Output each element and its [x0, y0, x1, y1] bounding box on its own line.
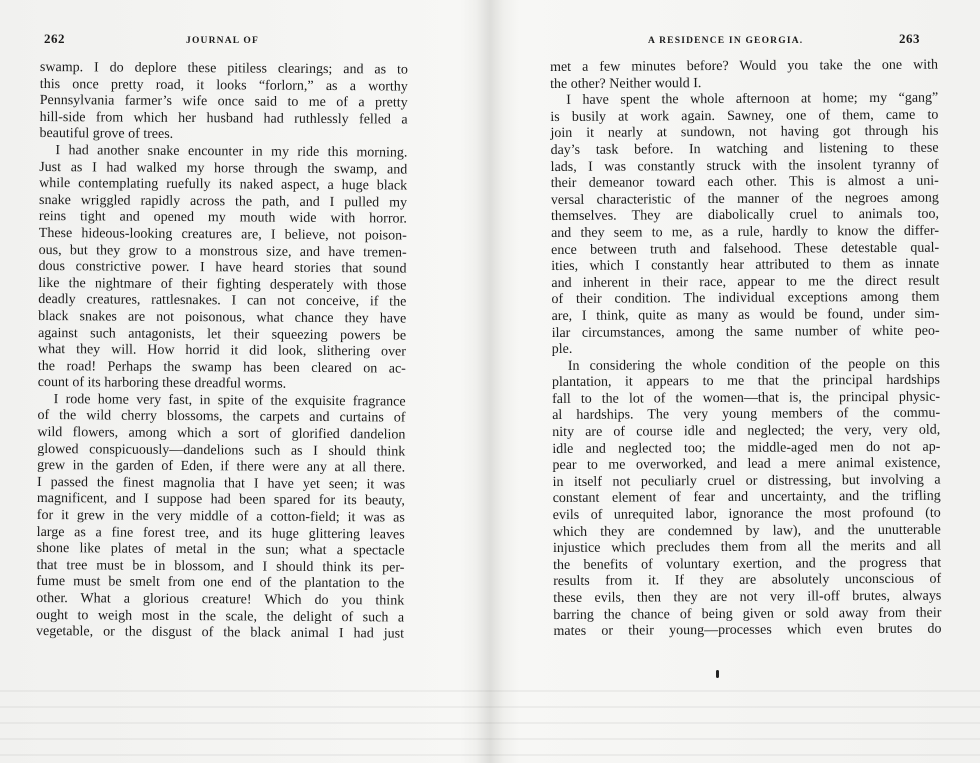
text-line: wild flowers, among which a sort of glorified dandelion — [37, 425, 406, 443]
text-line: evils of unrequited labor, ignorance the most profound (to — [552, 505, 941, 524]
text-line: injustice which precludes them from all the merits and all — [552, 538, 942, 557]
right-page-text — [550, 58, 942, 641]
text-line: this once pretty road, it looks “forlorn,” as a worthy — [39, 76, 408, 95]
text-line: pear to me overworked, and lead a mere animal existence, — [552, 455, 941, 474]
text-line: the other? Neither would I. — [550, 75, 702, 92]
text-line: reins tight and opened my mouth wide with horror. — [38, 209, 407, 227]
text-line: These hideous-looking creatures are, I believe, not poison- — [38, 225, 407, 244]
text-line: while contemplating ruefully its naked aspect, a huge black — [39, 176, 408, 194]
text-line: what they will. How horrid it did look, slithering over — [37, 342, 407, 360]
text-line: lads, I was constantly struck with the insolent tyranny of — [550, 157, 939, 175]
text-line: and they seem to me, as a rule, hardly to know the differ- — [551, 223, 940, 241]
text-line: vegetable, or the disgust of the black animal I had just — [35, 624, 405, 642]
left-page-number: 262 — [44, 31, 65, 46]
text-line: In considering the whole condition of the people on this — [567, 356, 940, 374]
text-line: the benefits of voluntary exertion, and the progress that — [553, 555, 942, 573]
text-line: I rode home very fast, in spite of the exquisite fragrance — [53, 391, 406, 410]
text-line: are, I think, quite as many as would be found, under sim- — [551, 306, 940, 324]
text-line: dous constrictive power. I have heard stories that sound — [38, 259, 407, 277]
text-line: is busily at work again. Sawney, one of them, came to — [550, 107, 939, 125]
text-line: nity are of course idle and neglected; the very, very old, — [552, 422, 941, 441]
text-line: of their condition. The individual exceptions among them — [551, 289, 940, 308]
text-line: other. What a glorious creature! Which do you think — [36, 590, 405, 609]
left-running-head: JOURNAL OF — [186, 36, 259, 46]
text-line: ities, which I constantly hear attributed to them as innate — [551, 256, 940, 275]
text-line: and inherent in their race, appear to me the direct result — [551, 273, 940, 291]
text-line: results from it. If they are absolutely unconscious of — [553, 572, 942, 590]
text-line: mates or their young—processes which even brutes do — [553, 621, 942, 640]
text-line: beautiful grove of trees. — [39, 126, 174, 143]
text-line: swamp. I do deplore these pitiless clearings; and as to — [39, 60, 408, 78]
text-line: met a few minutes before? Would you take the one with — [550, 57, 939, 75]
text-line: glowed conspicuously—dandelions such as I should think — [37, 441, 406, 460]
text-line: constant element of fear and uncertainty, and the trifling — [552, 489, 941, 507]
text-line: barring the chance of being given or sold away from their — [553, 605, 942, 623]
right-running-head: A RESIDENCE IN GEORGIA. — [648, 36, 804, 46]
text-line: deadly creatures, rattlesnakes. I can not conceive, if the — [38, 292, 407, 310]
text-line: ought to weigh most in the scale, the delight of such a — [36, 607, 405, 626]
text-line: ous, but they grow to a monstrous size, and have tremen- — [38, 242, 407, 261]
right-page-number: 263 — [899, 31, 920, 46]
text-line: idle and neglected too; the middle-aged men do not ap- — [552, 439, 941, 457]
ink-speck — [716, 670, 719, 678]
text-line: fume must be smelt from one end of the plantation to the — [36, 574, 405, 592]
right-page — [490, 0, 980, 763]
text-line: I passed the finest magnolia that I have yet seen; it was — [36, 474, 406, 493]
text-line: I had another snake encounter in my ride this morning. — [55, 143, 408, 161]
text-line: themselves. They are diabolically cruel to animals too, — [550, 206, 939, 225]
scan-noise — [0, 754, 980, 756]
text-line: ple. — [551, 341, 573, 358]
text-line: large as a fine forest tree, and its huge glittering leaves — [36, 524, 405, 543]
text-line: shone like plates of metal in the sun; what a spectacle — [36, 541, 405, 559]
text-line: hill-side from which her husband had ruthlessly felled a — [39, 109, 408, 128]
text-line: al hardships. The very young members of the commu- — [552, 406, 941, 424]
left-page-text — [36, 60, 408, 643]
text-line: I have spent the whole afternoon at home; my “gang” — [566, 90, 939, 109]
text-line: ilar circumstances, among the same number of white peo- — [551, 323, 940, 341]
scan-noise — [0, 722, 980, 724]
text-line: day’s task before. In watching and listening to these — [550, 140, 939, 158]
text-line: count of its harboring these dreadful worms. — [37, 375, 287, 393]
text-line: snake wriggled rapidly across the path, and I pulled my — [38, 192, 408, 211]
text-line: against such antagonists, let their squeezing powers be — [38, 325, 407, 344]
text-line: ence between truth and falsehood. These detestable qual- — [551, 240, 940, 258]
text-line: versal characteristic of the manner of the negroes among — [550, 190, 939, 208]
text-line: Just as I had walked my horse through the swamp, and — [39, 159, 408, 178]
text-line: which they are condemned by law), and the unutterable — [552, 522, 941, 540]
text-line: magnificent, and I suppose had been spared for its beauty, — [36, 491, 405, 509]
text-line: Pennsylvania farmer’s wife once said to me of a pretty — [39, 93, 408, 111]
text-line: join it nearly at sundown, not having got through his — [550, 124, 939, 142]
scan-noise — [0, 738, 980, 740]
text-line: of the wild cherry blossoms, the carpets and curtains of — [37, 408, 406, 427]
scan-noise — [0, 690, 980, 692]
text-line: like the nightmare of their fighting desperately with those — [38, 275, 407, 294]
text-line: fall to the lot of the women—that is, the principal physic- — [552, 389, 941, 407]
text-line: in itself not peculiarly cruel or distressing, but involving a — [552, 472, 941, 490]
text-line: the road! Perhaps the swamp has been cleared on ac- — [37, 358, 406, 377]
text-line: that tree must be in blossom, and I should think its per- — [36, 557, 405, 576]
text-line: their demeanor toward each other. This is almost a uni- — [550, 173, 939, 192]
text-line: plantation, it appears to me that the principal hardships — [551, 372, 941, 391]
text-line: black snakes are not poisonous, what chance they have — [38, 308, 407, 327]
scan-noise — [0, 706, 980, 708]
text-line: these evils, then they are not very ill-off brutes, always — [553, 588, 942, 606]
text-line: grew in the garden of Eden, if there were any at all there. — [37, 458, 406, 476]
text-line: for it grew in the very middle of a cotton-field; it was as — [36, 508, 405, 526]
